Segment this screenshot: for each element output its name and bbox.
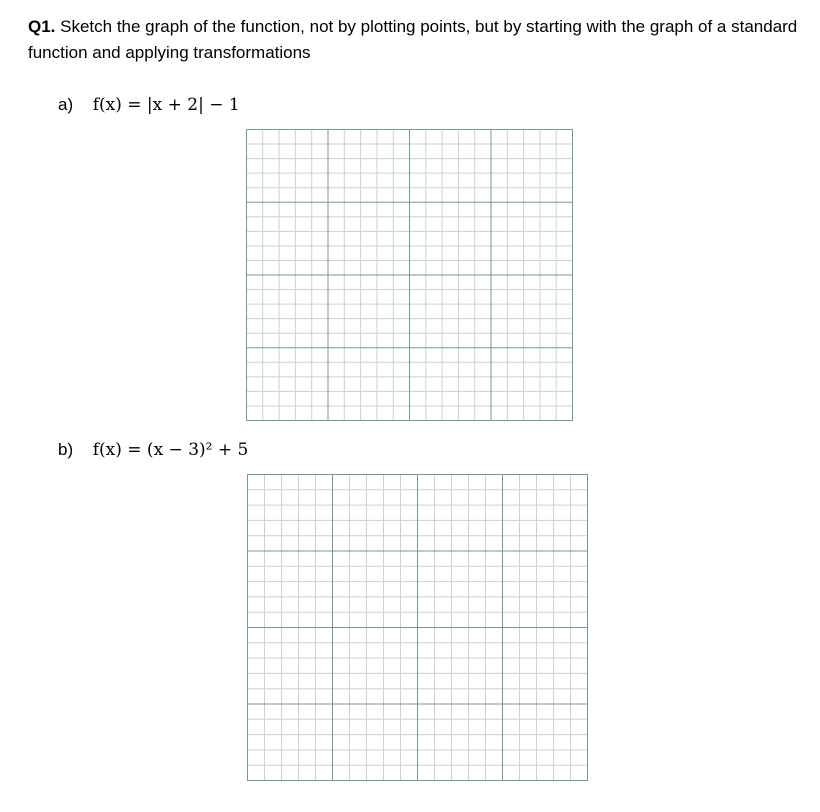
part-b-letter: b) xyxy=(58,440,74,459)
part-b-label xyxy=(58,439,248,461)
part-a-letter: a) xyxy=(58,95,74,114)
graph-grid-b[interactable] xyxy=(247,474,588,781)
part-a-label xyxy=(58,94,240,116)
part-a-formula: f(x) = |x + 2| − 1 xyxy=(92,95,240,115)
question-number: Q1. xyxy=(28,17,56,36)
graph-grid-a[interactable] xyxy=(246,129,573,421)
part-b-formula: f(x) = (x − 3)² + 5 xyxy=(92,440,249,460)
question-prompt xyxy=(28,14,798,66)
question-text: Sketch the graph of the function, not by plotting points, but by starting with the graph of a standard function and applying transformations xyxy=(28,17,798,62)
